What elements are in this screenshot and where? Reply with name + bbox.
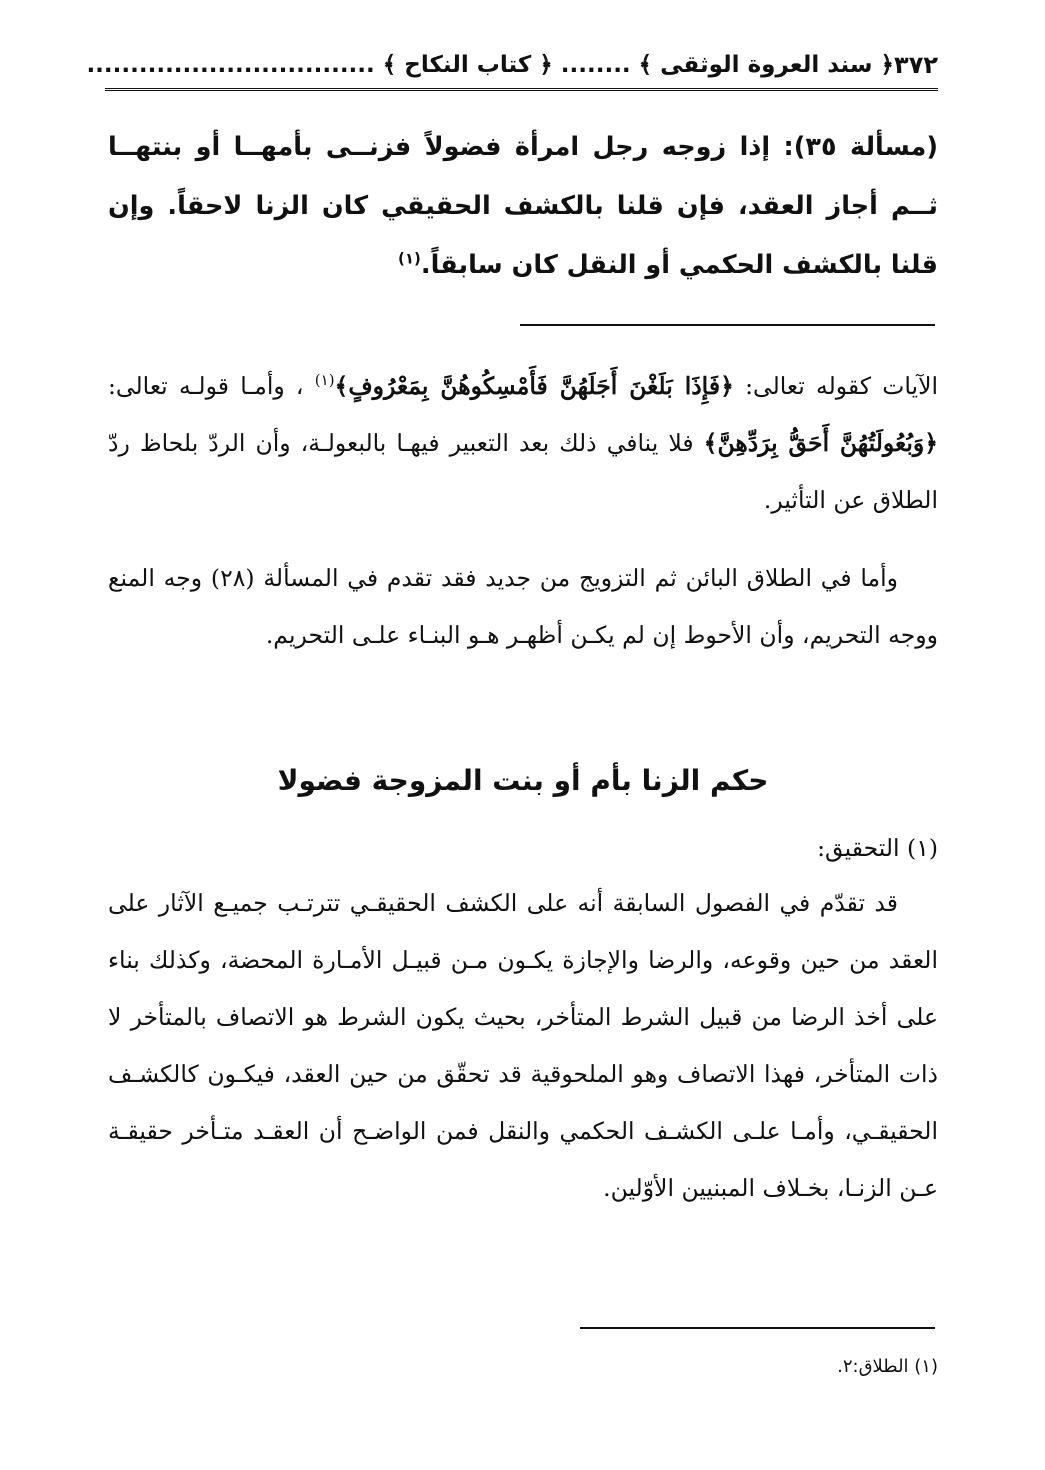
- quran-verse-1: ﴿فَإِذَا بَلَغْنَ أَجَلَهُنَّ فَأَمْسِكُوهُنَّ بِمَعْرُوفٍ﴾: [334, 372, 734, 400]
- paragraph-verses: [108, 358, 938, 529]
- para1-text-a: الآيات كقوله تعالى:: [733, 372, 938, 400]
- footnote: (١) الطلاق:٢.: [837, 1356, 938, 1377]
- footnote-marker: (١): [398, 249, 421, 268]
- para1-text-b: ، وأمـا قولـه تعالى:: [108, 372, 315, 400]
- separator-rule: [520, 324, 935, 326]
- running-title: ﴿ سند العروة الوثقى ﴾ ........ ﴿ كتاب النكاح ﴾ .................................: [86, 52, 895, 78]
- para2-text: وأما في الطلاق البائن ثم التزويج من جديد فقد تقدم في المسألة (٢٨) وجه المنع ووجه التحريم، وأن الأحوط إن لم يكـن أظهـر هـو البنـاء علـى التحريم.: [108, 564, 938, 649]
- masala-statement: [108, 118, 938, 295]
- page-number: ٣٧٢: [894, 51, 938, 79]
- paragraph-tahqiq: [108, 875, 938, 1217]
- page-header: [86, 42, 938, 91]
- footnote-marker-verse: (١): [314, 371, 335, 390]
- paragraph-talaq: [108, 550, 938, 664]
- para3-text: قد تقدّم في الفصول السابقة أنه على الكشف الحقيقـي تترتـب جميـع الآثار على العقد من حين وقوعه، والرضا والإجازة يكـون مـن قبيـل الأمـارة المحضة، وكذلك بناء على أخذ الرضا من قبيل الشرط المتأخر، بحيث يكون الشرط هو الاتصاف بالمتأخر لا ذات المتأخر، فهذا الاتصاف وهو الملحوقية قد تحقّق من حين العقد، فيكـون كالكشـف الحقيقـي، وأمـا علـى الكشـف الحكمي والنقل فمن الواضـح أن العقـد متـأخر حقيقـة عـن الزنـا، بخـلاف المبنيين الأوّلين.: [108, 889, 938, 1202]
- quran-verse-2: ﴿وَبُعُولَتُهُنَّ أَحَقُّ بِرَدِّهِنَّ﴾: [703, 429, 938, 457]
- tahqiq-label: (١) التحقيق:: [817, 834, 938, 862]
- para1-text-c: فلا ينافي ذلك بعد التعبير فيهـا بالبعولـة، وأن الردّ بلحاظ ردّ الطلاق عن التأثير.: [108, 429, 938, 514]
- section-heading: حكم الزنا بأم أو بنت المزوجة فضولا: [277, 764, 769, 797]
- footnote-separator: [580, 1327, 935, 1329]
- masala-text: (مسألة ٣٥): إذا زوجه رجل امرأة فضولاً فزنــى بأمهــا أو بنتهــا ثــم أجاز العقد، فإن قلنا بالكشف الحقيقي كان الزنا لاحقاً. وإن قلنا بالكشف الحكمي أو النقل كان سابقاً.: [108, 132, 938, 280]
